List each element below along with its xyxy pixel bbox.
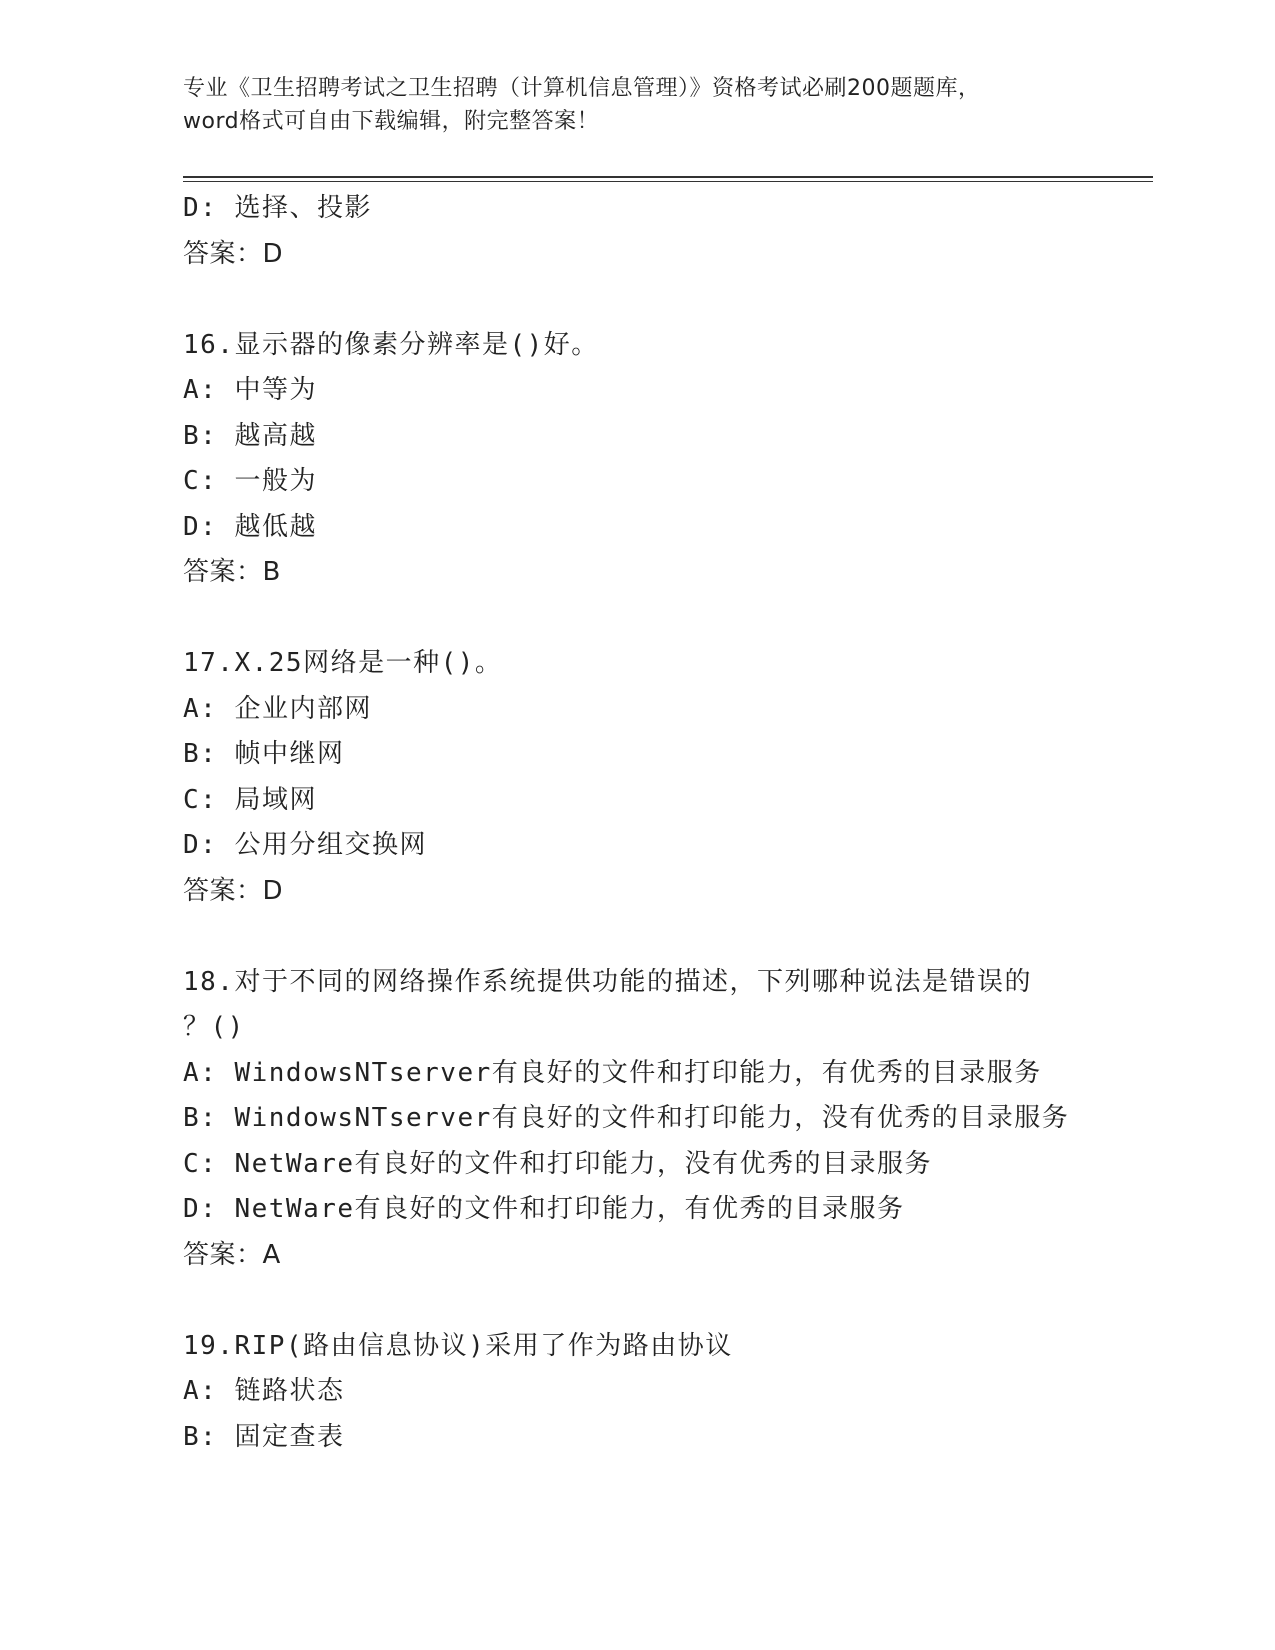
option-c: C: 局域网 (183, 784, 317, 815)
question-text: 16.显示器的像素分辨率是()好。 (183, 329, 599, 360)
question-block-17 (183, 641, 1083, 914)
option-d: D: 公用分组交换网 (183, 830, 427, 860)
header-line-2: word格式可自由下载编辑，附完整答案！ (183, 109, 600, 134)
question-block-19 (183, 1324, 1083, 1461)
prev-answer: 答案：D (183, 238, 284, 269)
option-b: B: WindowsNTserver有良好的文件和打印能力，没有优秀的目录服务 (183, 1103, 1070, 1133)
spacer (183, 596, 1083, 642)
question-block-18 (183, 960, 1083, 1279)
page-header (183, 72, 1063, 138)
answer: 答案：D (183, 875, 284, 906)
option-b: B: 固定查表 (183, 1421, 345, 1452)
question-text-line-1: 18.对于不同的网络操作系统提供功能的描述，下列哪种说法是错误的 (183, 966, 1032, 997)
answer: 答案：A (183, 1239, 281, 1270)
question-block-16 (183, 323, 1083, 596)
question-text: 19.RIP(路由信息协议)采用了作为路由协议 (183, 1330, 733, 1361)
option-d: D: 越低越 (183, 511, 317, 542)
header-divider-thin (183, 181, 1153, 182)
answer: 答案：B (183, 557, 281, 587)
prev-option-d: D: 选择、投影 (183, 193, 372, 223)
spacer (183, 277, 1083, 323)
header-line-1: 专业《卫生招聘考试之卫生招聘（计算机信息管理）》资格考试必刷200题题库， (183, 76, 981, 101)
option-c: C: 一般为 (183, 466, 317, 496)
option-b: B: 越高越 (183, 420, 317, 451)
option-a: A: 链路状态 (183, 1376, 345, 1406)
option-a: A: 企业内部网 (183, 693, 372, 724)
spacer (183, 914, 1083, 960)
spacer (183, 1278, 1083, 1324)
option-c: C: NetWare有良好的文件和打印能力，没有优秀的目录服务 (183, 1148, 933, 1179)
header-divider-thick (183, 176, 1153, 178)
question-text-line-2: ？() (183, 1012, 245, 1042)
option-b: B: 帧中继网 (183, 739, 345, 769)
question-text: 17.X.25网络是一种()。 (183, 648, 503, 678)
option-d: D: NetWare有良好的文件和打印能力，有优秀的目录服务 (183, 1194, 905, 1224)
option-a: A: WindowsNTserver有良好的文件和打印能力，有优秀的目录服务 (183, 1057, 1042, 1088)
question-content (183, 186, 1083, 1460)
option-a: A: 中等为 (183, 375, 317, 405)
